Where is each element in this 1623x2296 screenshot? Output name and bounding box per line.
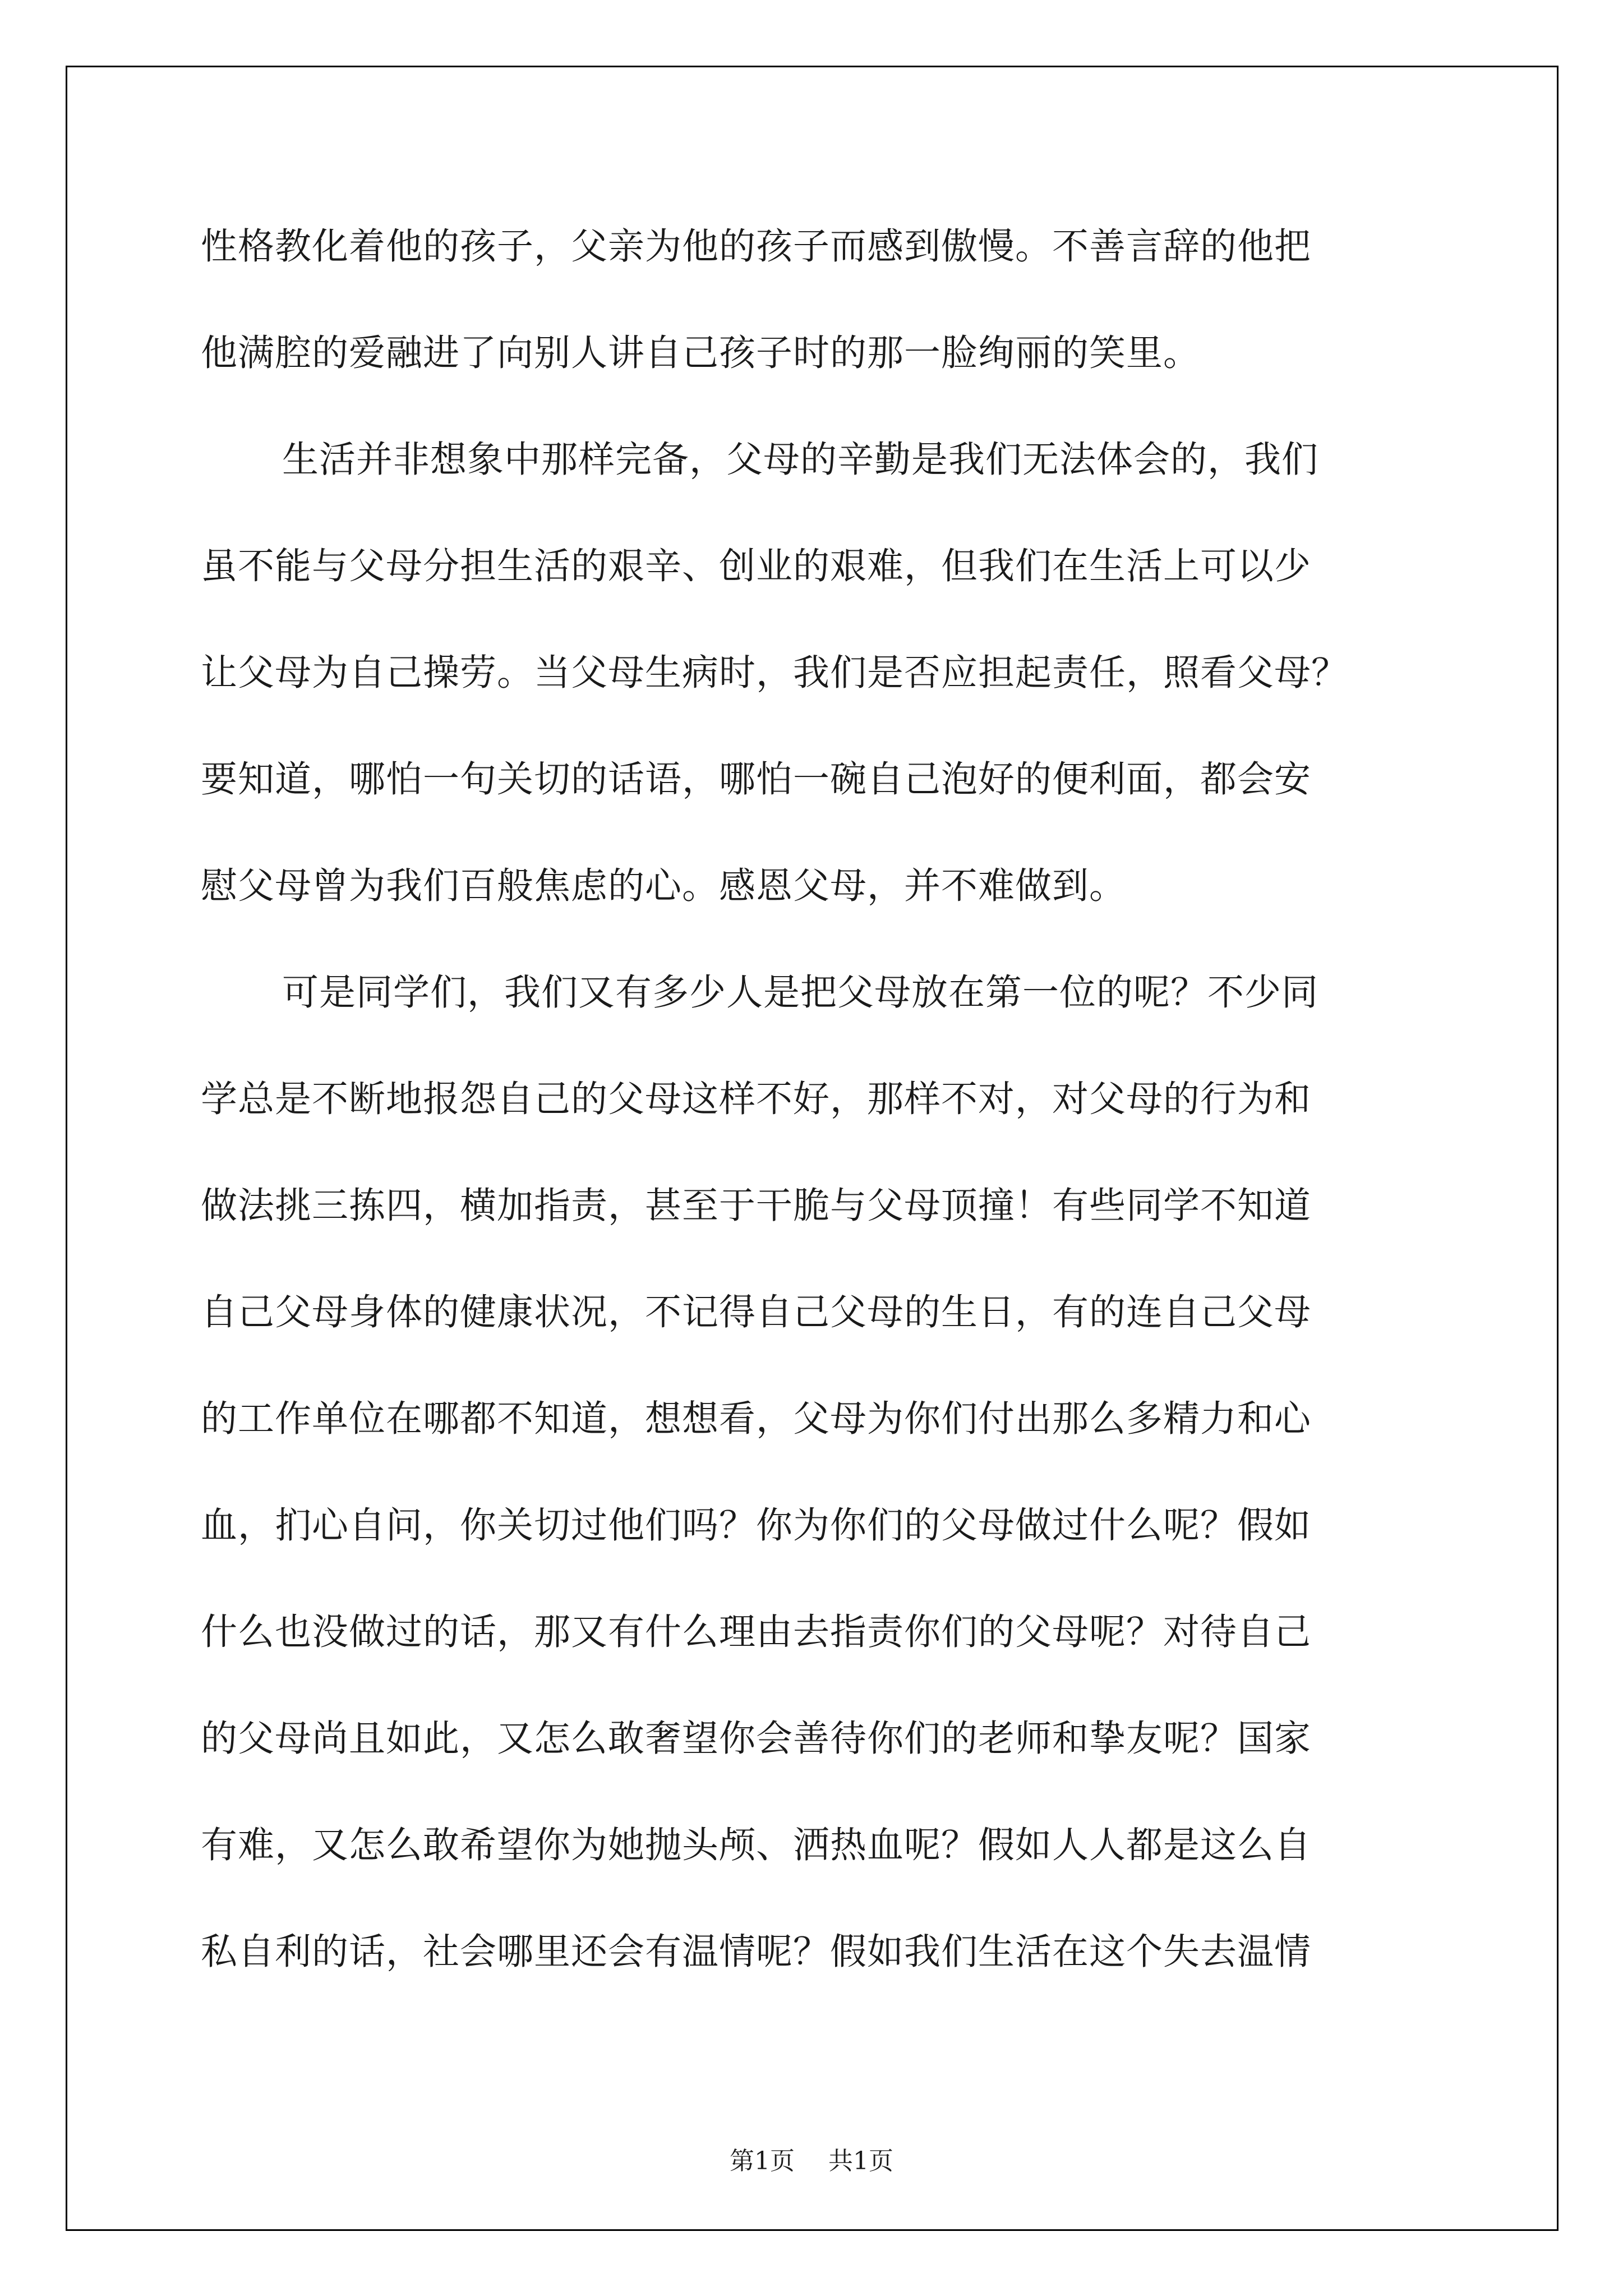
page-frame bbox=[66, 66, 1559, 2231]
text-line: 什么也没做过的话，那又有什么理由去指责你们的父母呢？对待自己 bbox=[201, 1611, 1312, 1653]
text-line: 有难，又怎么敢希望你为她抛头颅、洒热血呢？假如人人都是这么自 bbox=[201, 1824, 1312, 1866]
text-line: 虽不能与父母分担生活的艰辛、创业的艰难，但我们在生活上可以少 bbox=[201, 545, 1312, 587]
page-number: 第1页 bbox=[730, 2147, 795, 2175]
text-line: 慰父母曾为我们百般焦虑的心。感恩父母，并不难做到。 bbox=[201, 865, 1127, 907]
text-line: 做法挑三拣四，横加指责，甚至于干脆与父母顶撞！有些同学不知道 bbox=[201, 1185, 1312, 1227]
text-line: 的父母尚且如此，又怎么敢奢望你会善待你们的老师和挚友呢？国家 bbox=[201, 1718, 1312, 1760]
text-line: 性格教化着他的孩子，父亲为他的孩子而感到傲慢。不善言辞的他把 bbox=[201, 226, 1312, 268]
text-line: 私自利的话，社会哪里还会有温情呢？假如我们生活在这个失去温情 bbox=[201, 1931, 1312, 1973]
text-line: 让父母为自己操劳。当父母生病时，我们是否应担起责任，照看父母？ bbox=[201, 652, 1349, 694]
text-line: 可是同学们，我们又有多少人是把父母放在第一位的呢？不少同 bbox=[282, 972, 1319, 1014]
text-line: 的工作单位在哪都不知道，想想看，父母为你们付出那么多精力和心 bbox=[201, 1398, 1312, 1440]
page-footer bbox=[0, 2141, 1623, 2177]
text-line: 自己父母身体的健康状况，不记得自己父母的生日，有的连自己父母 bbox=[201, 1291, 1312, 1333]
text-line: 生活并非想象中那样完备，父母的辛勤是我们无法体会的，我们 bbox=[282, 439, 1319, 481]
text-line: 学总是不断地报怨自己的父母这样不好，那样不对，对父母的行为和 bbox=[201, 1078, 1312, 1120]
page-total: 共1页 bbox=[828, 2147, 893, 2175]
text-line: 要知道，哪怕一句关切的话语，哪怕一碗自己泡好的便利面，都会安 bbox=[201, 758, 1312, 800]
text-line: 他满腔的爱融进了向别人讲自己孩子时的那一脸绚丽的笑里。 bbox=[201, 332, 1201, 374]
text-line: 血，扪心自问，你关切过他们吗？你为你们的父母做过什么呢？假如 bbox=[201, 1504, 1312, 1547]
